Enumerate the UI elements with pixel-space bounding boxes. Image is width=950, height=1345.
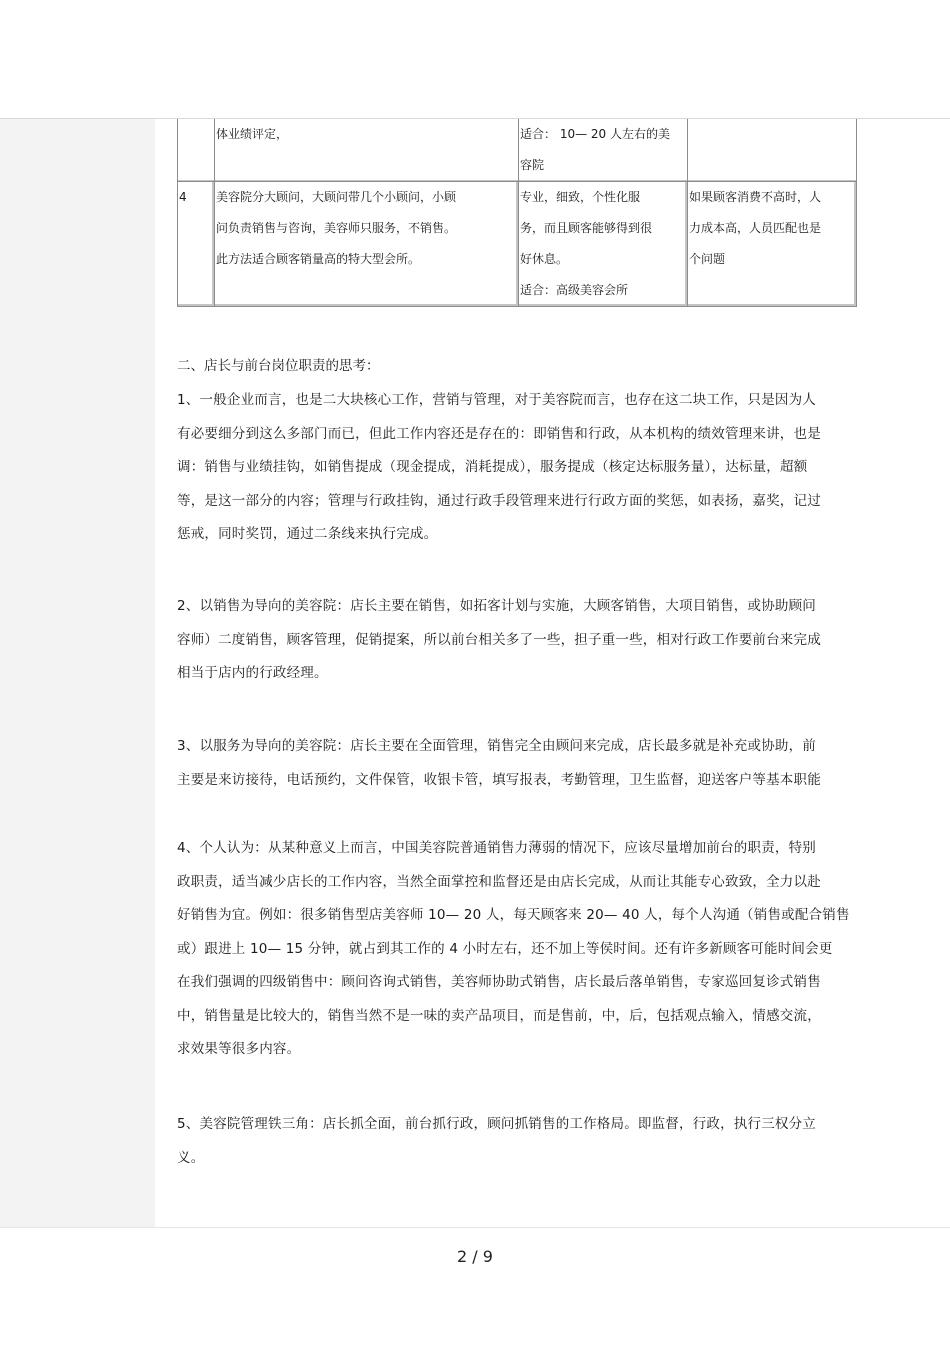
text-line: 求效果等很多内容。 bbox=[177, 1041, 301, 1057]
cell-line: 个问题 bbox=[689, 252, 726, 266]
text-line: 相当于店内的行政经理。 bbox=[177, 665, 328, 681]
table-cell-num: 4 bbox=[178, 182, 215, 307]
table-cell-desc bbox=[215, 182, 519, 307]
text-line: 主要是来访接待，电话预约，文件保管，收银卡管，填写报表，考勤管理，卫生监督，迎送客户等基本职能 bbox=[177, 771, 821, 788]
paragraph-3 bbox=[177, 730, 821, 797]
cell-line: 适合：高级美容会所 bbox=[520, 283, 629, 297]
cell-line: 美容院分大顾问，大顾问带几个小顾问，小顾 bbox=[216, 190, 457, 204]
cell-line: 如果顾客消费不高时，人 bbox=[689, 190, 822, 204]
table-cell-cons bbox=[688, 182, 857, 307]
table-cell-pros bbox=[519, 119, 688, 182]
text-line: 或）跟进上 10— 15 分钟，就占到其工作的 4 小时左右，还不加上等侯时间。还有许多新顾客可能时间会更 bbox=[177, 940, 833, 957]
comparison-table bbox=[177, 119, 857, 307]
cell-line: 务，而且顾客能够得到很 bbox=[520, 221, 653, 235]
text-line: 1、一般企业而言，也是二大块核心工作，营销与管理，对于美容院而言，也存在这二块工作，只是因为人 bbox=[177, 392, 816, 408]
text-line: 好销售为宜。例如：很多销售型店美容师 10— 20 人，每天顾客来 20— 40 人，每个人沟通（销售或配合销售 bbox=[177, 907, 850, 923]
text-line: 容师）二度销售，顾客管理，促销提案，所以前台相关多了一些，担子重一些，相对行政工作要前台来完成 bbox=[177, 631, 821, 648]
cell-line: 问负责销售与咨询，美容师只服务，不销售。 bbox=[216, 221, 457, 235]
table-row bbox=[178, 182, 857, 307]
cell-line: 此方法适合顾客销量高的特大型会所。 bbox=[216, 252, 421, 266]
paragraph-1 bbox=[177, 384, 821, 552]
table-row bbox=[178, 119, 857, 182]
left-margin-panel bbox=[0, 119, 155, 1228]
cell-line: 专业，细致，个性化服 bbox=[520, 190, 641, 204]
text-line: 4、个人认为：从某种意义上而言，中国美容院普通销售力薄弱的情况下，应该尽量增加前台的职责，特别 bbox=[177, 840, 816, 856]
cell-line: 适合： 10— 20 人左右的美 bbox=[520, 127, 670, 141]
cell-line: 容院 bbox=[520, 158, 545, 172]
text-line: 有必要细分到这么多部门而已，但此工作内容还是存在的：即销售和行政，从本机构的绩效管理来讲，也是 bbox=[177, 425, 821, 442]
cell-line: 好休息。 bbox=[520, 252, 569, 266]
text-line: 等，是这一部分的内容；管理与行政挂钩，通过行政手段管理来进行行政方面的奖惩，如表扬，嘉奖，记过 bbox=[177, 492, 821, 509]
section-heading: 二、店长与前台岗位职责的思考： bbox=[177, 358, 380, 374]
text-line: 5、美容院管理铁三角：店长抓全面，前台抓行政，顾问抓销售的工作格局。即监督，行政，执行三权分立 bbox=[177, 1116, 816, 1132]
text-line: 中，销售量是比较大的，销售当然不是一味的卖产品项目，而是售前，中，后，包括观点输入，情感交流， bbox=[177, 1007, 821, 1024]
table-cell-desc bbox=[215, 119, 519, 182]
text-line: 惩戒，同时奖罚，通过二条线来执行完成。 bbox=[177, 526, 438, 542]
paragraph-4 bbox=[177, 832, 850, 1067]
table-cell-num bbox=[178, 119, 215, 182]
page-number: 2 / 9 bbox=[457, 1247, 493, 1266]
cell-line: 体业绩评定， bbox=[216, 127, 289, 141]
text-line: 政职责，适当减少店长的工作内容，当然全面掌控和监督还是由店长完成，从而让其能专心致致，全力以赴 bbox=[177, 873, 821, 890]
cell-line: 力成本高，人员匹配也是 bbox=[689, 221, 822, 235]
text-line: 义。 bbox=[177, 1149, 205, 1166]
text-line: 2、以销售为导向的美容院：店长主要在销售，如拓客计划与实施，大顾客销售，大项目销售，或协助顾问 bbox=[177, 598, 816, 614]
paragraph-5 bbox=[177, 1108, 816, 1175]
page-bottom-rule bbox=[0, 1227, 950, 1228]
table-cell-pros bbox=[519, 182, 688, 307]
paragraph-2 bbox=[177, 590, 821, 691]
text-line: 调：销售与业绩挂钩，如销售提成（现金提成，消耗提成），服务提成（核定达标服务量），达标量，超额 bbox=[177, 459, 808, 475]
text-line: 在我们强调的四级销售中：顾问咨询式销售，美容师协助式销售，店长最后落单销售，专家巡回复诊式销售 bbox=[177, 974, 821, 990]
text-line: 3、以服务为导向的美容院：店长主要在全面管理，销售完全由顾问来完成，店长最多就是补充或协助，前 bbox=[177, 738, 816, 754]
table-cell-cons bbox=[688, 119, 857, 182]
